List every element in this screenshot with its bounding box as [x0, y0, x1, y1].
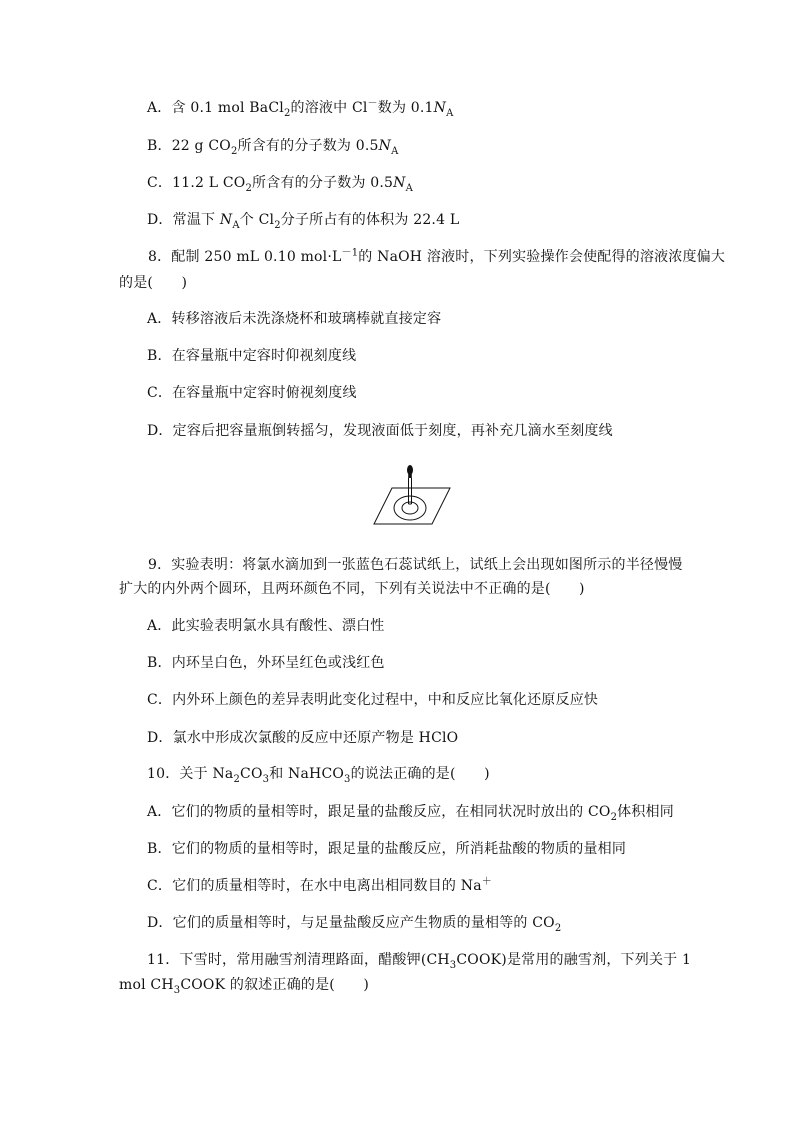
q8-stem-line-2: 的是( ) [119, 275, 188, 291]
q10-option-c: C．它们的质量相等时，在水中电离出相同数目的 Na＋ [147, 876, 492, 894]
q7-option-c: C．11.2 L $CO_2$所含有的分子数为 $0.5N_A$ [147, 175, 414, 194]
q10-stem: 10．关于 $Na_2CO_3$和 NaHCO$_3$的说法正确的是( ) [147, 766, 490, 785]
q10-option-a: A．它们的物质的量相等时，跟足量的盐酸反应，在相同状况时放出的 $CO_2$体积相同 [147, 804, 674, 823]
q8-stem-line-1: 8．配制 250 mL 0.10 $mol\cdot L^{-1}$的 NaOH 溶液时，下列实验操作会使配得的溶液浓度偏大 [148, 247, 726, 265]
q10-option-b: B．它们的物质的量相等时，跟足量的盐酸反应，所消耗盐酸的物质的量相同 [147, 841, 627, 857]
q8-option-d: D．定容后把容量瓶倒转摇匀，发现液面低于刻度，再补充几滴水至刻度线 [147, 423, 613, 439]
litmus-paper-figure [368, 460, 458, 526]
q9-option-c: C．内外环上颜色的差异表明此变化过程中，中和反应比氧化还原反应快 [147, 692, 599, 708]
q8-option-b: B．在容量瓶中定容时仰视刻度线 [147, 348, 357, 364]
outer-ring [394, 496, 426, 520]
q8-option-a: A．转移溶液后未洗涤烧杯和玻璃棒就直接定容 [147, 311, 442, 327]
q8-option-c: C．在容量瓶中定容时俯视刻度线 [147, 385, 357, 401]
q9-option-a: A．此实验表明氯水具有酸性、漂白性 [147, 618, 385, 634]
q9-option-d: D．氯水中形成次氯酸的反应中还原产物是 HClO [147, 730, 459, 746]
q7-option-a: A．含 0.1 mol BaCl$_2$的溶液中 Cl－数为 $0.1N_A$ [147, 98, 454, 119]
q9-stem-line-1: 9．实验表明：将氯水滴加到一张蓝色石蕊试纸上，试纸上会出现如图所示的半径慢慢 [148, 557, 683, 573]
q10-option-d: D．它们的质量相等时，与足量盐酸反应产生物质的量相等的 $CO_2$ [147, 915, 562, 934]
q7-option-b: B．22 g $CO_2$所含有的分子数为 $0.5N_A$ [147, 138, 399, 157]
q11-stem-line-2: mol $CH_3COOK$ 的叙述正确的是( ) [119, 977, 370, 996]
q9-option-b: B．内环呈白色，外环呈红色或浅红色 [147, 655, 385, 671]
q7-option-d: D．常温下 $N_A$个 $Cl_2$分子所占有的体积为 22.4 L [147, 212, 460, 231]
q11-stem-line-1: 11．下雪时，常用融雪剂清理路面，醋酸钾$(CH_3COOK)$是常用的融雪剂，下列关于 1 [147, 952, 692, 971]
q9-stem-line-2: 扩大的内外两个圆环，且两环颜色不同，下列有关说法中不正确的是( ) [119, 581, 585, 597]
dropper-icon [407, 465, 413, 504]
